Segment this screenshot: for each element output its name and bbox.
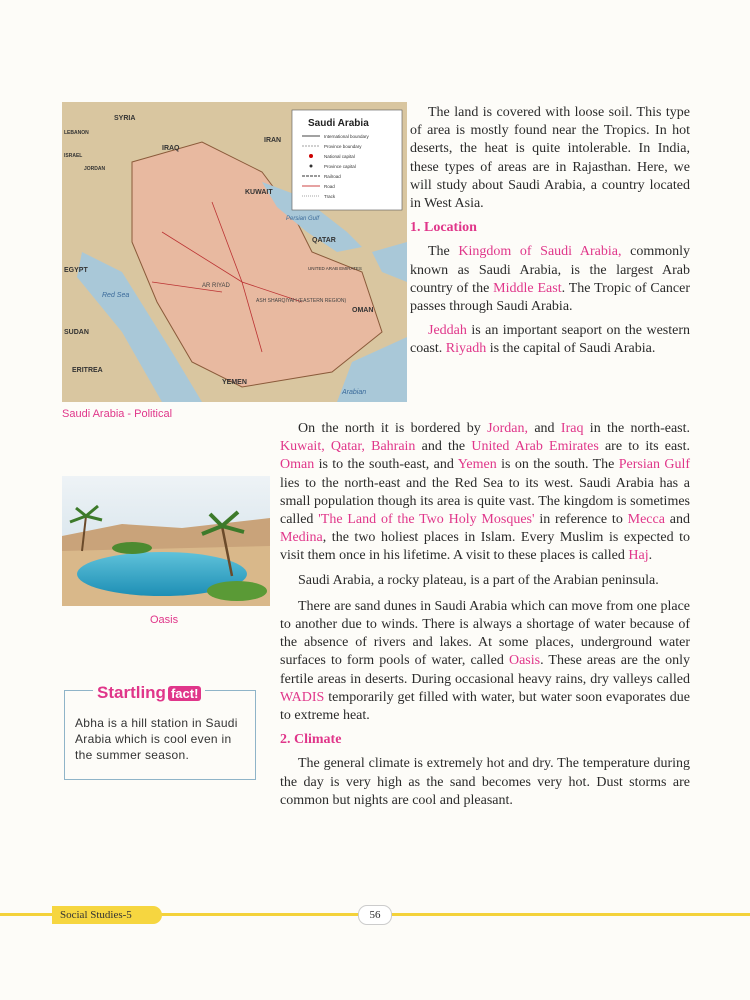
footer-book-title: Social Studies-5 [52, 906, 162, 924]
map-label-yemen: YEMEN [222, 379, 247, 386]
map-label-arabian: Arabian [342, 389, 367, 396]
startling-fact-box [64, 683, 256, 780]
climate-paragraph: The general climate is extremely hot and dry. The temperature during the day is very high as the sand becomes very hot. Dust storms are common but nights are cool and pleasant. [280, 756, 690, 808]
map-label-iran: IRAN [264, 137, 282, 144]
fact-text: Abha is a hill station in Saudi Arabia which is cool even in the summer season. [75, 716, 238, 762]
legend-item-3: Province capital [324, 164, 356, 169]
location-paragraph-1: The Kingdom of Saudi Arabia, commonly known as Saudi Arabia, is the largest Arab country of the Middle East. The Tropic of Cancer passes through Saudi Arabia. [410, 244, 691, 315]
legend-item-1: Province boundary [324, 144, 362, 149]
legend-item-0: International boundary [324, 134, 369, 139]
map-label-egypt: EGYPT [64, 267, 88, 274]
plateau-paragraph: Saudi Arabia, a rocky plateau, is a part of the Arabian peninsula. [298, 572, 659, 588]
fact-title [93, 683, 205, 703]
fact-title-text: Startling [97, 683, 166, 702]
map-label-israel: ISRAEL [64, 153, 83, 159]
page-number: 56 [358, 905, 392, 925]
map-label-red-sea: Red Sea [102, 292, 130, 299]
legend-item-6: Track [324, 194, 336, 199]
map-label-ar-riyad: AR RIYAD [202, 283, 230, 289]
map-label-iraq: IRAQ [162, 145, 180, 152]
map-label-eritrea: ERITREA [72, 367, 103, 374]
map-label-jordan: JORDAN [84, 166, 106, 172]
saudi-arabia-map [62, 102, 407, 402]
map-label-sudan: SUDAN [64, 329, 89, 336]
legend-item-5: Road [324, 184, 335, 189]
map-label-ash-sharqiyah: ASH SHARQIYAH (EASTERN REGION) [256, 298, 347, 304]
map-label-oman: OMAN [352, 307, 374, 314]
map-label-lebanon: LEBANON [64, 130, 89, 136]
dunes-paragraph: There are sand dunes in Saudi Arabia which can move from one place to another due to winds. There is always a shortage of water because of the absence of rivers and lakes. At some places, underground water surfaces to form pools of water, called Oasis. These areas are the only fertile areas in deserts. During occasional heavy rains, dry valleys called WADIS temporarily get filled with water, but water soon evaporates due to extreme heat. [280, 598, 690, 724]
fact-badge: fact! [168, 686, 201, 701]
legend-item-2: National capital [324, 154, 355, 159]
map-caption: Saudi Arabia - Political [62, 408, 173, 420]
heading-location: 1. Location [410, 220, 477, 236]
map-legend-title: Saudi Arabia [308, 118, 369, 129]
oasis-caption: Oasis [150, 614, 179, 626]
map-label-persian-gulf: Persian Gulf [286, 216, 320, 222]
map-graphic [62, 102, 407, 402]
heading-climate: 2. Climate [280, 732, 342, 748]
map-label-kuwait: KUWAIT [245, 189, 273, 196]
legend-item-4: Railroad [324, 174, 341, 179]
location-paragraph-2: Jeddah is an important seaport on the western coast. Riyadh is the capital of Saudi Arabia. [410, 323, 690, 357]
main-text-column [280, 420, 690, 810]
intro-column [410, 104, 690, 359]
map-label-syria: SYRIA [114, 115, 136, 122]
map-label-uae: UNITED ARAB EMIRATES [308, 266, 362, 271]
oasis-photo [62, 476, 270, 606]
map-label-qatar: QATAR [312, 237, 336, 244]
borders-paragraph: On the north it is bordered by Jordan, and Iraq in the north-east. Kuwait, Qatar, Bahrain and the United Arab Emirates are to its east. Oman is to the south-east, and Yemen is on the south. The Persian Gulf lies to the north-east and the Red Sea to its west. Saudi Arabia has a small population though its area is quite vast. The kingdom is sometimes called 'The Land of the Two Holy Mosques' in reference to Mecca and Medina, the two holiest places in Islam. Every Muslim is expected to visit them once in his lifetime. A visit to these places is called Haj. [280, 421, 690, 564]
oasis-graphic [62, 476, 270, 606]
intro-paragraph: The land is covered with loose soil. This type of area is mostly found near the Tropics. In hot deserts, the heat is quite intolerable. In India, these types of areas are in Rajasthan. Here, we will study about Saudi Arabia, a country located in West Asia. [410, 105, 690, 212]
